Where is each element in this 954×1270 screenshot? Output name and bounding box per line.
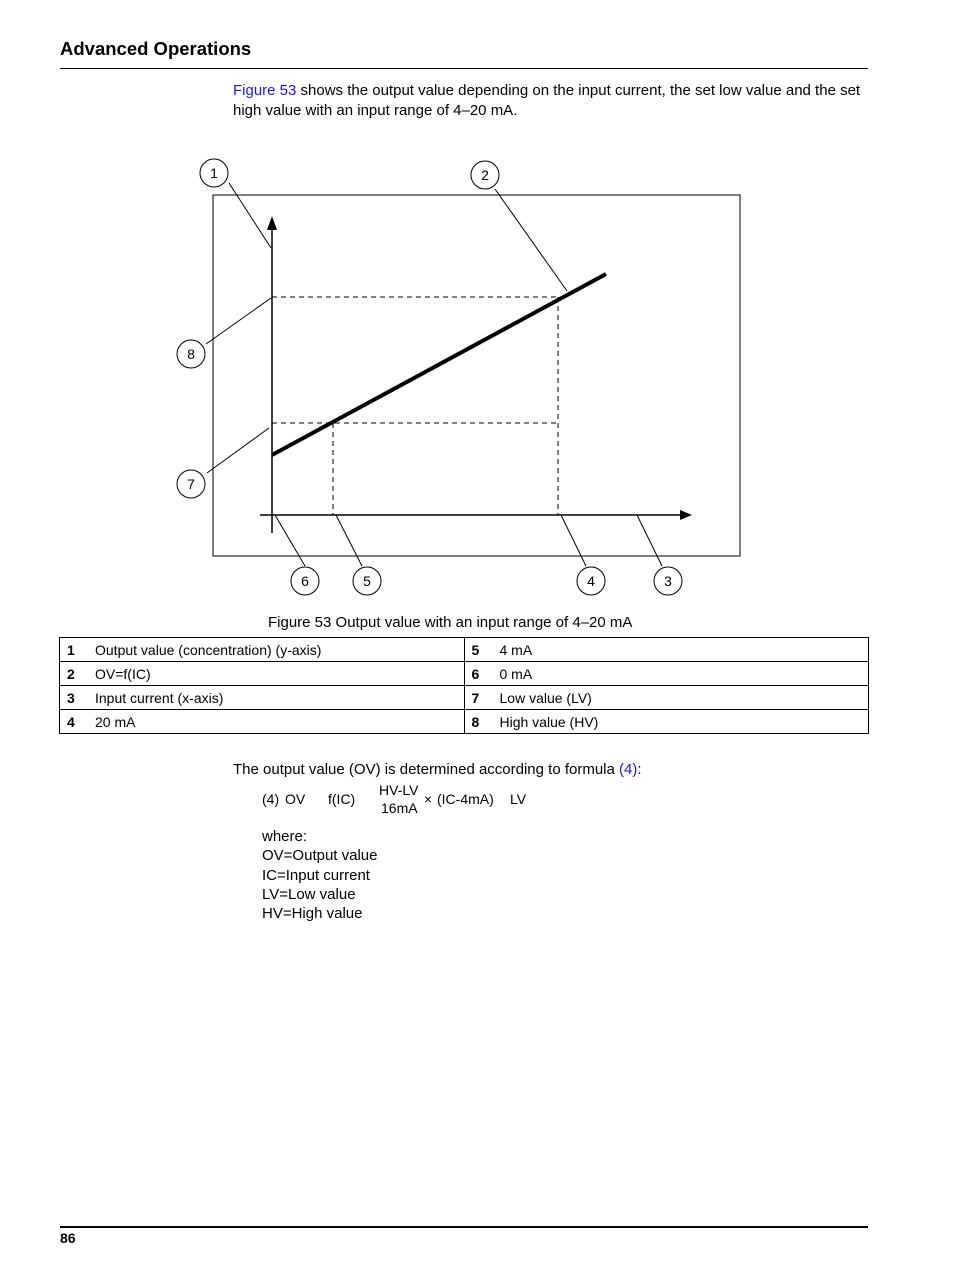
intro-paragraph xyxy=(233,81,863,120)
legend-text: 0 mA xyxy=(498,662,869,686)
callout-2 xyxy=(471,161,499,189)
formula-func: f(IC) xyxy=(328,791,356,807)
callout-7-label: 7 xyxy=(187,476,195,492)
formula-numerator: HV-LV xyxy=(379,782,419,798)
callout-7 xyxy=(177,470,205,498)
table-row xyxy=(60,662,869,686)
callout-2-label: 2 xyxy=(481,167,489,183)
legend-text: Input current (x-axis) xyxy=(93,686,464,710)
page-number: 86 xyxy=(60,1230,76,1246)
where-line: IC=Input current xyxy=(262,866,370,884)
intro-text: shows the output value depending on the input current, the set low value and the set high value with an input range of 4–20 mA. xyxy=(233,82,861,119)
table-row xyxy=(60,686,869,710)
header-rule xyxy=(60,68,868,69)
callout-6 xyxy=(291,567,319,595)
x-axis-arrow xyxy=(680,510,692,520)
legend-num: 1 xyxy=(60,638,94,662)
legend-text: OV=f(IC) xyxy=(93,662,464,686)
legend-text: High value (HV) xyxy=(498,710,869,734)
legend-num: 7 xyxy=(464,686,498,710)
callout-4 xyxy=(577,567,605,595)
formula-lhs: OV xyxy=(285,791,306,807)
legend-text: 4 mA xyxy=(498,638,869,662)
callout-5-label: 5 xyxy=(363,573,371,589)
where-block xyxy=(262,827,378,923)
where-line: LV=Low value xyxy=(262,885,356,903)
legend-text: 20 mA xyxy=(93,710,464,734)
legend-num: 6 xyxy=(464,662,498,686)
callout-6-label: 6 xyxy=(301,573,309,589)
table-row xyxy=(60,638,869,662)
output-line xyxy=(272,274,606,455)
figure-53-link[interactable]: Figure 53 xyxy=(233,82,297,99)
formula-number: (4) xyxy=(262,791,280,807)
legend-text: Output value (concentration) (y-axis) xyxy=(93,638,464,662)
formula-4 xyxy=(262,780,562,820)
callout-3-label: 3 xyxy=(664,573,672,589)
footer-rule xyxy=(60,1226,868,1228)
y-axis-arrow xyxy=(267,216,277,230)
leader-lines xyxy=(206,183,662,566)
callout-8-label: 8 xyxy=(187,346,195,362)
callout-1 xyxy=(200,159,228,187)
figure-caption: Figure 53 Output value with an input range of 4–20 mA xyxy=(268,614,633,631)
formula-times: × xyxy=(424,791,433,807)
formula-tail: LV xyxy=(510,791,527,807)
callout-1-label: 1 xyxy=(210,165,218,181)
callout-8 xyxy=(177,340,205,368)
callout-4-label: 4 xyxy=(587,573,595,589)
section-title: Advanced Operations xyxy=(60,38,252,59)
callout-3 xyxy=(654,567,682,595)
legend-num: 5 xyxy=(464,638,498,662)
figure-frame xyxy=(213,195,740,556)
where-heading: where: xyxy=(262,828,308,845)
legend-num: 4 xyxy=(60,710,94,734)
formula-factor: (IC-4mA) xyxy=(437,791,494,807)
formula-intro-text: The output value (OV) is determined according to formula xyxy=(233,761,620,778)
callout-5 xyxy=(353,567,381,595)
legend-num: 2 xyxy=(60,662,94,686)
formula-denominator: 16mA xyxy=(381,800,418,816)
formula-4-link[interactable]: (4) xyxy=(619,761,638,778)
legend-table xyxy=(59,637,869,734)
legend-num: 3 xyxy=(60,686,94,710)
table-row xyxy=(60,710,869,734)
legend-num: 8 xyxy=(464,710,498,734)
formula-intro xyxy=(233,761,642,778)
where-line: OV=Output value xyxy=(262,847,378,865)
legend-text: Low value (LV) xyxy=(498,686,869,710)
where-line: HV=High value xyxy=(262,905,363,923)
formula-intro-end: : xyxy=(637,761,642,778)
figure-53-diagram xyxy=(150,150,760,605)
